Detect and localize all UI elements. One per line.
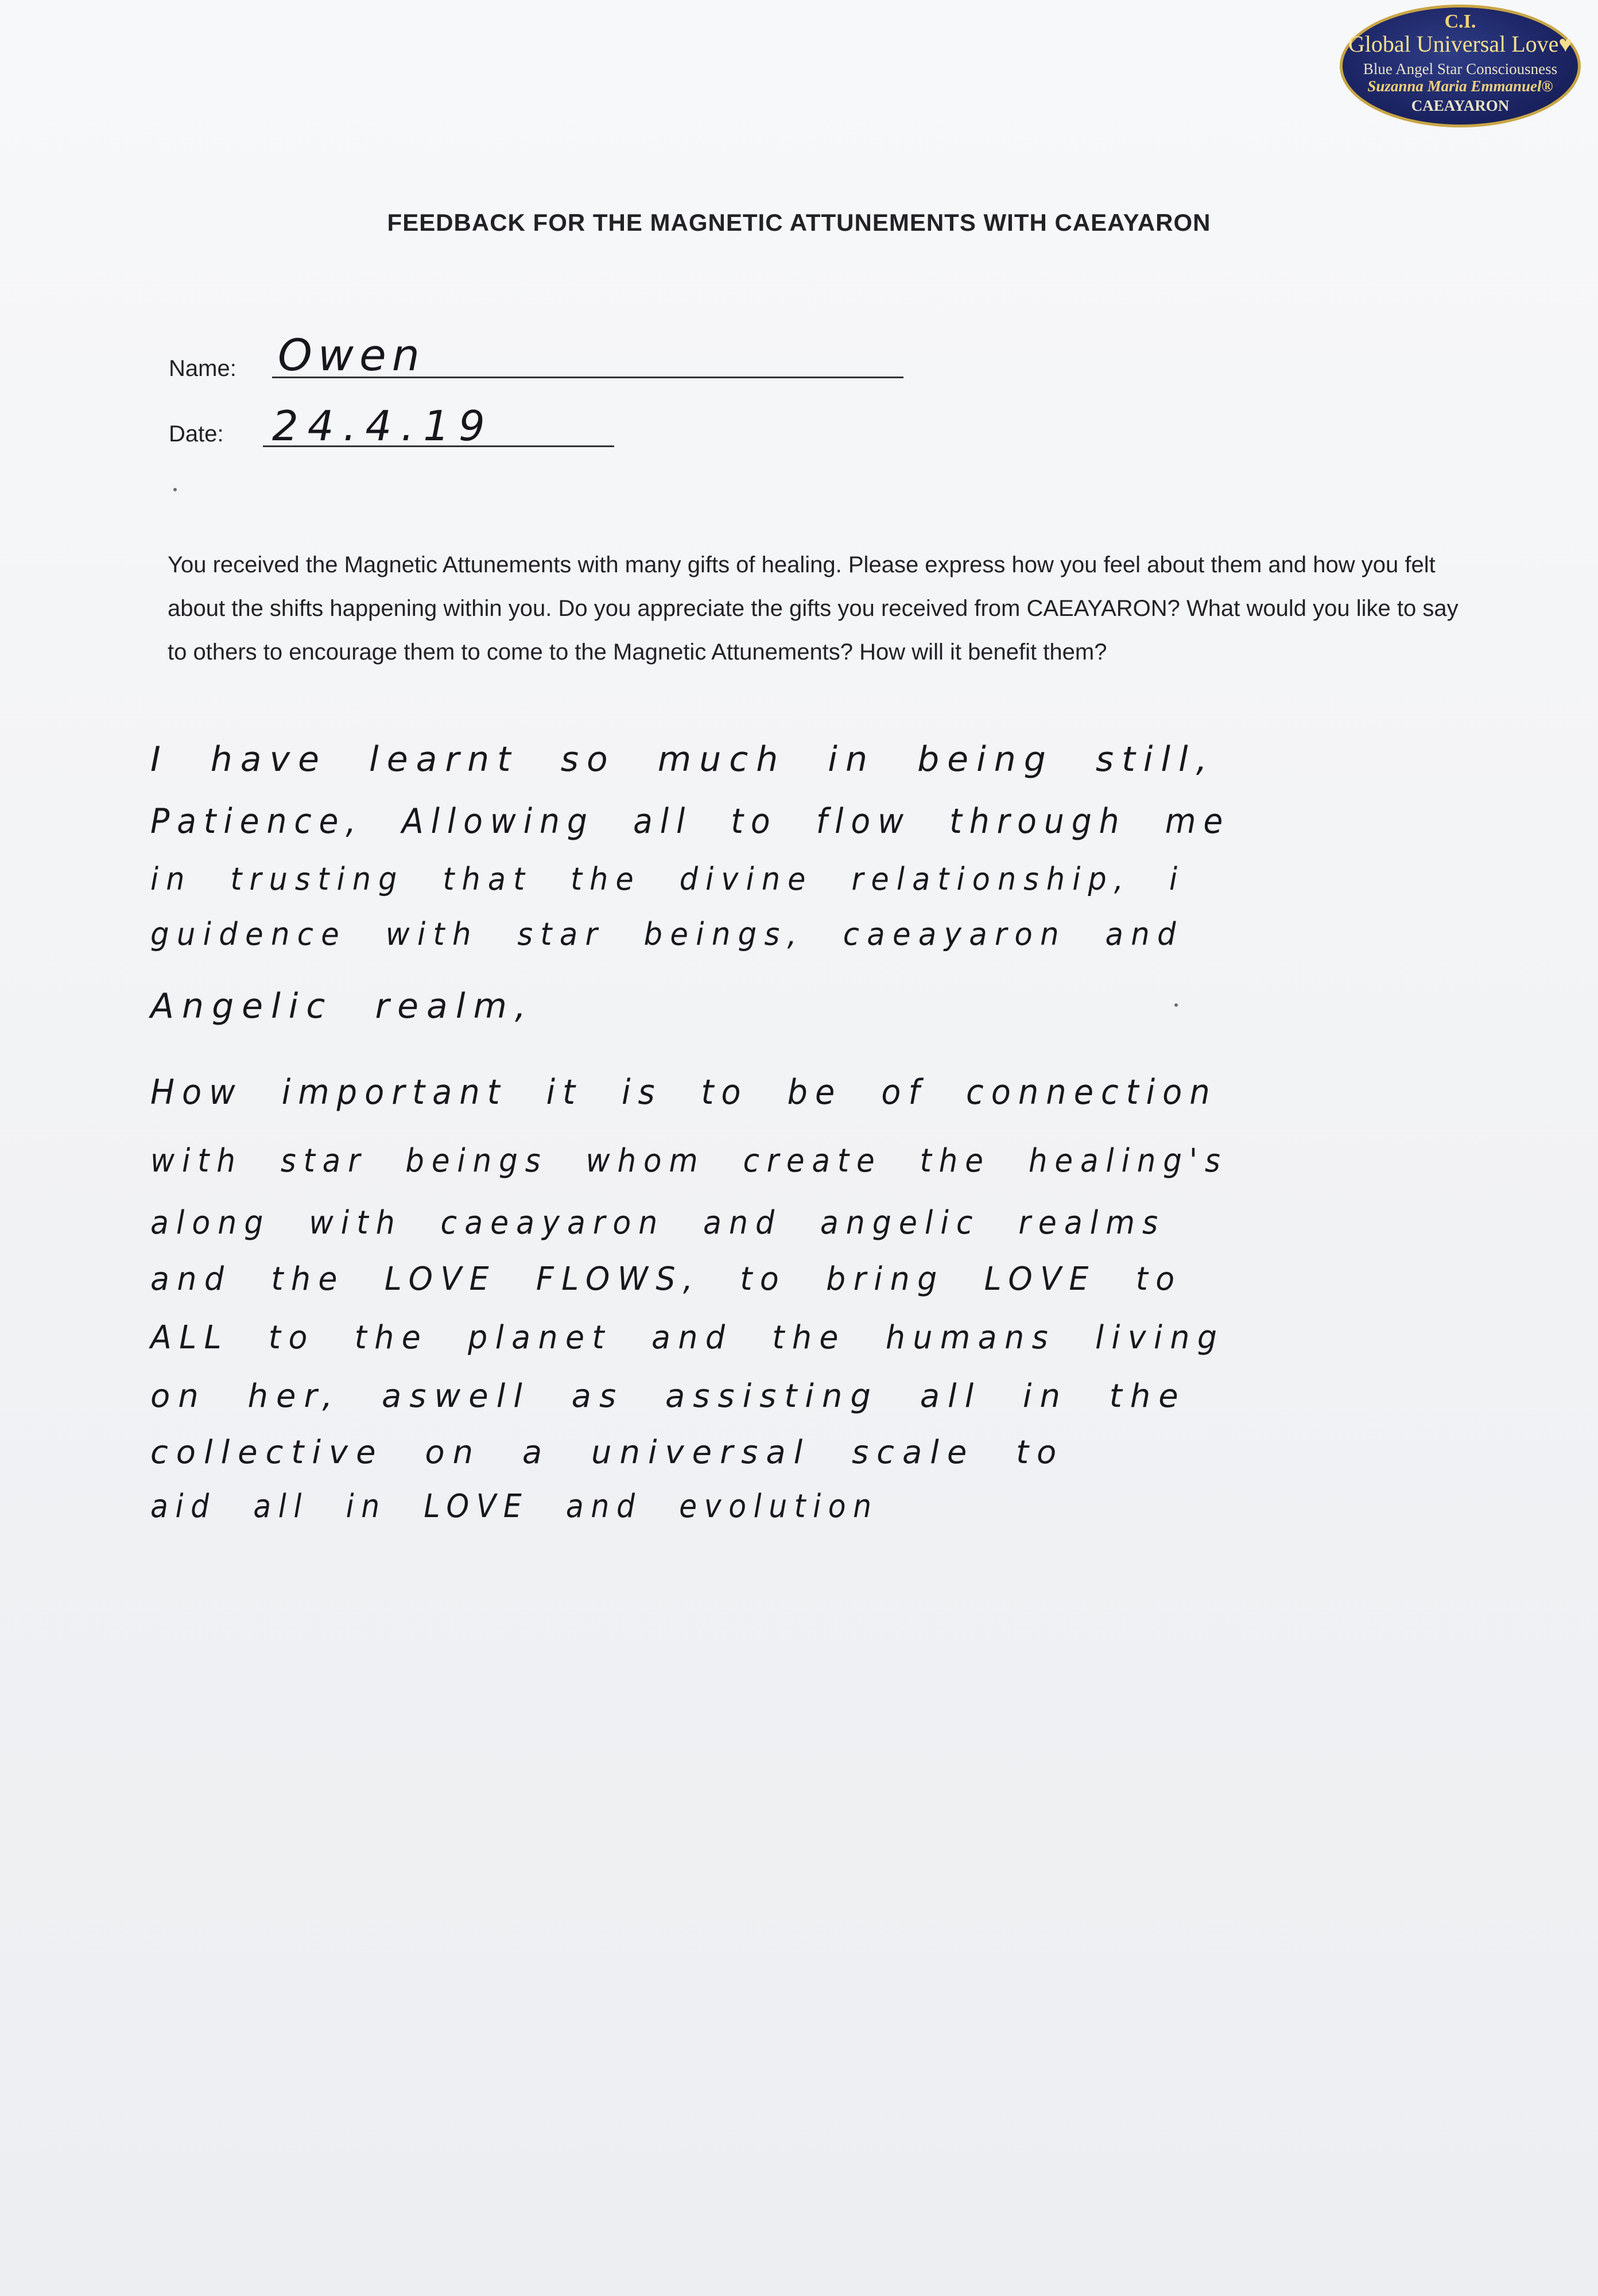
answer-line-5: Angelic realm, — [150, 986, 534, 1026]
answer-line-11: on her, aswell as assisting all in the — [150, 1378, 1186, 1415]
answer-line-13: aid all in LOVE and evolution — [150, 1488, 879, 1525]
logo-global-text: Global Universal Love♥ — [1348, 31, 1573, 57]
logo-ci-text: C.I. — [1444, 11, 1476, 32]
name-label: Name: — [169, 356, 236, 381]
answer-line-6: How important it is to be of connection — [150, 1072, 1217, 1112]
answer-line-8: along with caeayaron and angelic realms — [150, 1204, 1166, 1242]
date-label: Date: — [169, 421, 224, 447]
date-value: 24.4.19 — [272, 402, 494, 450]
name-value: Owen — [278, 329, 425, 381]
answer-line-1: I have learnt so much in being still, — [150, 739, 1215, 779]
answer-line-2: Patience, Allowing all to flow through me — [150, 801, 1231, 841]
feedback-prompt: You received the Magnetic Attunements with many gifts of healing. Please express how you feel about them and how you felt about the shifts happening within you. Do you appreciate the gifts you received from CAEAYARON? What would you like to say to others to encourage them to come to the Magnetic Attunements? How will it benefit them? — [168, 552, 1459, 665]
logo-caeayaron-text: CAEAYARON — [1411, 97, 1510, 114]
logo-suzanna-text: Suzanna Maria Emmanuel® — [1367, 77, 1553, 95]
paper-mark — [173, 488, 177, 491]
answer-line-10: ALL to the planet and the humans living — [150, 1319, 1225, 1356]
answer-line-12: collective on a universal scale to — [150, 1434, 1065, 1471]
logo-blue-angel-text: Blue Angel Star Consciousness — [1363, 60, 1558, 77]
answer-line-3: in trusting that the divine relationship, i — [150, 861, 1185, 897]
answer-line-7: with star beings whom create the healing's — [150, 1142, 1228, 1180]
answer-line-4: guidence with star beings, caeayaron and — [150, 916, 1184, 952]
global-universal-love-logo — [1340, 5, 1581, 127]
answer-line-9: and the LOVE FLOWS, to bring LOVE to — [150, 1261, 1182, 1298]
paper-mark — [1174, 1003, 1178, 1007]
form-title: FEEDBACK FOR THE MAGNETIC ATTUNEMENTS WITH CAEAYARON — [387, 209, 1211, 236]
